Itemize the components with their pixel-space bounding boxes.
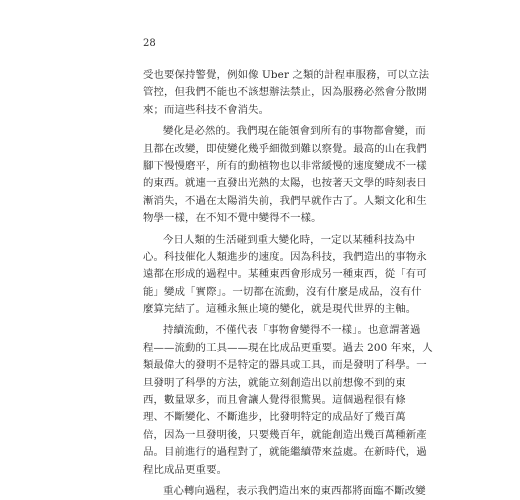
text-line: 程——流動的工具——現在比成品更重要。過去 200 年來，人 [143,341,433,354]
text-line: 旦發明了科學的方法，就能立刻創造出以前想像不到的東 [143,376,406,389]
text-line: 管控，但我們不能也不該想辦法禁止，因為服務必然會分散開 [143,86,427,99]
page-number: 28 [143,38,156,49]
body-text [143,67,433,500]
text-line: 麼算完結了。這種永無止境的變化，就是現代世界的主軸。 [143,303,417,316]
text-line: 倍，因為一旦發明後，只要幾百年，就能創造出幾百萬種新產 [143,428,427,441]
text-line: 的東西。就連一直發出光熱的太陽，也按著天文學的時刻表日 [143,177,427,190]
text-line: 程比成品更重要。 [143,463,228,476]
text-line: 能」變成「實際」。一切都在流動，沒有什麼是成品，沒有什 [143,285,422,298]
text-line: 理、不斷變化、不斷進步，比發明特定的成品好了幾百萬 [143,411,406,424]
text-line: 西，數量眾多，而且會讓人覺得很驚異。這個過程很有條 [143,394,406,407]
text-line: 品。目前進行的過程對了，就能繼續帶來益處。在新時代，過 [143,446,427,459]
paragraph-start-line: 重心轉向過程，表示我們造出來的東西都將面臨不斷改變 [163,484,426,497]
text-line: 類最偉大的發明不是特定的器具或工具，而是發明了科學。一 [143,359,427,372]
text-line: 心。科技催化人類進步的速度。因為科技，我們造出的事物永 [143,250,427,263]
text-line: 腳下慢慢磨平，所有的動植物也以非常緩慢的速度變成不一樣 [143,159,427,172]
text-line: 且都在改變，即使變化幾乎細微到難以察覺。最高的山在我們 [143,142,427,155]
paragraph-start-line: 持續流動，不僅代表「事物會變得不一樣」。也意謂著過 [163,324,421,337]
text-line: 受也要保持警覺，例如像 Uber 之類的計程車服務，可以立法 [143,69,430,81]
text-line: 遠都在形成的過程中。某種東西會形成另一種東西，從「有可 [143,268,427,281]
text-line: 物學一樣，在不知不覺中變得不一樣。 [143,212,322,225]
text-line: 漸消失，不過在太陽消失前，我們早就作古了。人類文化和生 [143,194,427,207]
paragraph-start-line: 變化是必然的。我們現在能領會到所有的事物都會變，而 [163,125,426,138]
text-line: 來；而這些科技不會消失。 [143,103,270,116]
paragraph-start-line: 今日人類的生活碰到重大變化時，一定以某種科技為中 [163,233,416,246]
